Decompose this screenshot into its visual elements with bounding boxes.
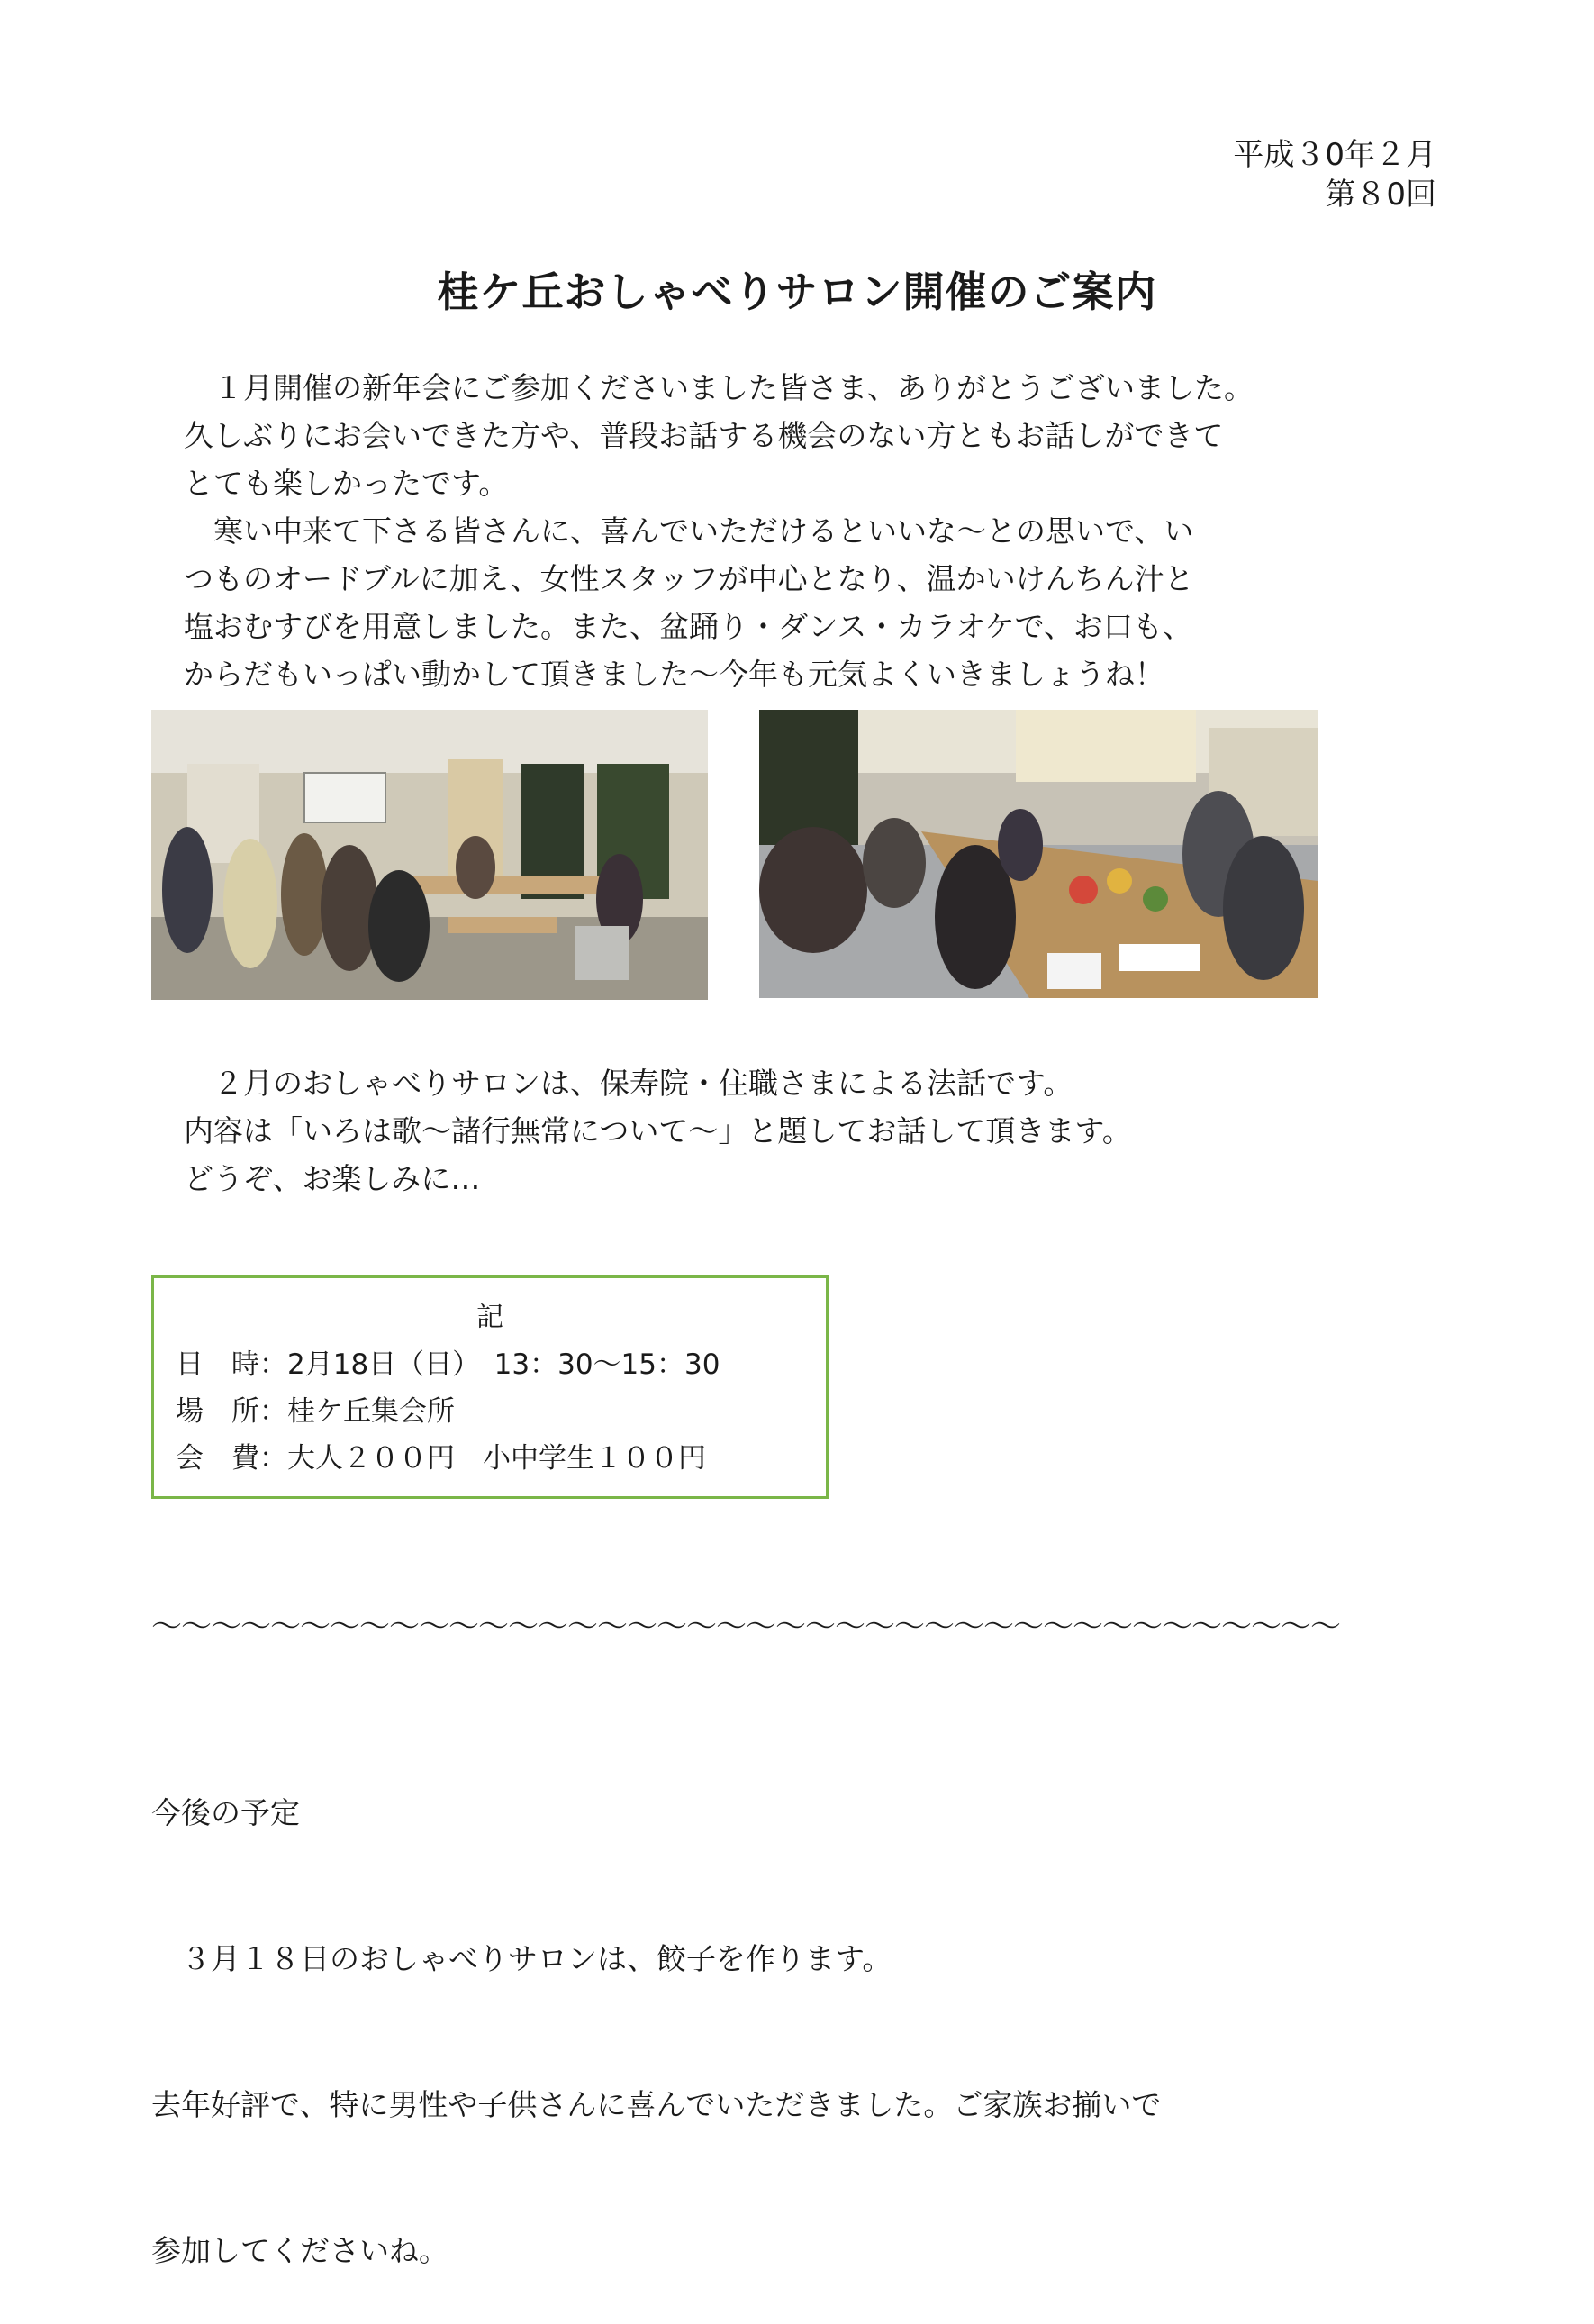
intro-line: 久しぶりにお会いできた方や、普段お話する機会のない方ともお話しができて [184, 418, 1224, 453]
page-title: 桂ケ丘おしゃべりサロン開催のご案内 [437, 268, 1157, 316]
announcement-line: ２月のおしゃべりサロンは、保寿院・住職さまによる法話です。 [184, 1066, 1073, 1101]
schedule-line: 参加してくださいね。 [151, 2233, 448, 2268]
event-fee: 会 費：大人２００円 小中学生１００円 [176, 1442, 706, 1475]
intro-line: 寒い中来て下さる皆さんに、喜んでいただけるといいな～との思いで、い [184, 513, 1194, 549]
event-datetime: 日 時：2月18日（日） 13：30～15：30 [176, 1348, 720, 1381]
event-details-box [151, 1275, 829, 1499]
intro-line: からだもいっぱい動かして頂きました～今年も元気よくいきましょうね！ [184, 657, 1164, 692]
future-schedule [151, 1692, 1161, 2324]
issue-number: 第８0回 [1325, 177, 1436, 213]
schedule-line: 去年好評で、特に男性や子供さんに喜んでいただきました。ご家族お揃いで [151, 2087, 1162, 2122]
schedule-line: ３月１８日のおしゃべりサロンは、餃子を作ります。 [151, 1941, 892, 1976]
issue-date: 平成３0年２月 [1233, 137, 1436, 173]
intro-line: つものオードブルに加え、女性スタッフが中心となり、温かいけんちん汁と [184, 561, 1194, 596]
notice-heading: 記 [476, 1302, 503, 1333]
event-location: 場 所：桂ケ丘集会所 [176, 1395, 455, 1428]
header-meta [1233, 135, 1436, 214]
announcement-line: どうぞ、お楽しみに… [184, 1161, 481, 1196]
wave-divider: ～～～～～～～～～～～～～～～～～～～～～～～～～～～～～～～～～～～～～～～～ [151, 1609, 1340, 1645]
schedule-heading: 今後の予定 [151, 1795, 300, 1830]
announcement-line: 内容は「いろは歌～諸行無常について～」と題してお話して頂きます。 [184, 1113, 1132, 1148]
intro-line: とても楽しかったです。 [184, 466, 509, 501]
intro-line: 塩おむすびを用意しました。また、盆踊り・ダンス・カラオケで、お口も、 [184, 609, 1193, 644]
intro-line: １月開催の新年会にご参加くださいました皆さま、ありがとうございました。 [184, 370, 1254, 405]
event-photo-right [759, 710, 1318, 998]
event-photo-left [151, 710, 708, 1000]
